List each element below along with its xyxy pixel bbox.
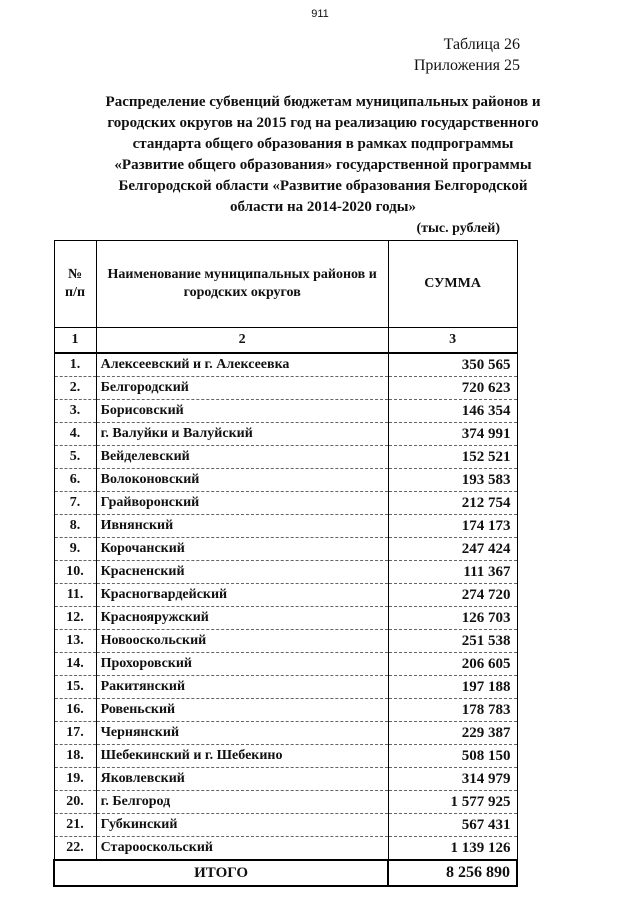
row-number: 3. (54, 400, 96, 423)
district-name: Волоконовский (96, 469, 388, 492)
row-number: 21. (54, 814, 96, 837)
district-name: Губкинский (96, 814, 388, 837)
units-label: (тыс. рублей) (416, 221, 500, 236)
row-number: 7. (54, 492, 96, 515)
table-row (54, 446, 517, 469)
row-number: 10. (54, 561, 96, 584)
table-row (54, 400, 517, 423)
amount: 251 538 (388, 630, 517, 653)
district-name: Ровеньский (96, 699, 388, 722)
amount: 1 577 925 (388, 791, 517, 814)
amount: 193 583 (388, 469, 517, 492)
table-row (54, 699, 517, 722)
amount: 1 139 126 (388, 837, 517, 861)
page-number: 911 (311, 8, 329, 20)
row-number: 2. (54, 377, 96, 400)
amount: 111 367 (388, 561, 517, 584)
amount: 206 605 (388, 653, 517, 676)
district-name: Алексеевский и г. Алексеевка (96, 353, 388, 377)
row-number: 22. (54, 837, 96, 861)
table-row (54, 353, 517, 377)
amount: 152 521 (388, 446, 517, 469)
table-body (54, 353, 517, 860)
amount: 508 150 (388, 745, 517, 768)
amount: 274 720 (388, 584, 517, 607)
total-row (54, 860, 517, 886)
district-name: Новооскольский (96, 630, 388, 653)
table-row (54, 515, 517, 538)
district-name: г. Белгород (96, 791, 388, 814)
row-number: 9. (54, 538, 96, 561)
row-number: 1. (54, 353, 96, 377)
district-name: Вейделевский (96, 446, 388, 469)
district-name: Прохоровский (96, 653, 388, 676)
table-row (54, 584, 517, 607)
district-name: Корочанский (96, 538, 388, 561)
table-row (54, 768, 517, 791)
subsidy-table (53, 240, 518, 887)
district-name: Красногвардейский (96, 584, 388, 607)
table-row (54, 676, 517, 699)
table-header-row (54, 241, 517, 328)
district-name: Красненский (96, 561, 388, 584)
amount: 229 387 (388, 722, 517, 745)
table-row (54, 653, 517, 676)
amount: 197 188 (388, 676, 517, 699)
row-number: 12. (54, 607, 96, 630)
row-number: 16. (54, 699, 96, 722)
title-line: стандарта общего образования в рамках подпрограммы (132, 136, 514, 152)
column-index: 1 (54, 328, 96, 354)
table-row (54, 607, 517, 630)
amount: 350 565 (388, 353, 517, 377)
row-number: 11. (54, 584, 96, 607)
column-index-row (54, 328, 517, 354)
table-row (54, 423, 517, 446)
amount: 178 783 (388, 699, 517, 722)
row-number: 18. (54, 745, 96, 768)
row-number: 6. (54, 469, 96, 492)
row-number: 15. (54, 676, 96, 699)
district-name: Яковлевский (96, 768, 388, 791)
district-name: Старооскольский (96, 837, 388, 861)
row-number: 5. (54, 446, 96, 469)
column-header-name: Наименование муниципальных районов и городских округов (96, 241, 388, 328)
column-index: 3 (388, 328, 517, 354)
district-name: Шебекинский и г. Шебекино (96, 745, 388, 768)
amount: 126 703 (388, 607, 517, 630)
amount: 314 979 (388, 768, 517, 791)
title-line: области на 2014-2020 годы» (230, 199, 416, 215)
table-row (54, 492, 517, 515)
title-line: «Развитие общего образования» государственной программы (114, 157, 532, 173)
district-name: Краснояружский (96, 607, 388, 630)
column-header-number: № п/п (54, 241, 96, 328)
row-number: 20. (54, 791, 96, 814)
row-number: 13. (54, 630, 96, 653)
district-name: Чернянский (96, 722, 388, 745)
table-row (54, 630, 517, 653)
table-label (414, 34, 520, 76)
title-line: Белгородской области «Развитие образования Белгородской (118, 178, 528, 194)
total-sum: 8 256 890 (388, 860, 517, 886)
row-number: 4. (54, 423, 96, 446)
amount: 146 354 (388, 400, 517, 423)
row-number: 8. (54, 515, 96, 538)
amount: 374 991 (388, 423, 517, 446)
table-row (54, 722, 517, 745)
amount: 247 424 (388, 538, 517, 561)
column-header-sum: СУММА (388, 241, 517, 328)
table-row (54, 538, 517, 561)
amount: 720 623 (388, 377, 517, 400)
row-number: 19. (54, 768, 96, 791)
district-name: Ракитянский (96, 676, 388, 699)
appendix-label: Приложения 25 (413, 57, 520, 74)
table-row (54, 791, 517, 814)
title-line: городских округов на 2015 год на реализацию государственного (107, 115, 539, 131)
row-number: 14. (54, 653, 96, 676)
district-name: г. Валуйки и Валуйский (96, 423, 388, 446)
amount: 567 431 (388, 814, 517, 837)
table-row (54, 469, 517, 492)
column-index: 2 (96, 328, 388, 354)
district-name: Ивнянский (96, 515, 388, 538)
district-name: Борисовский (96, 400, 388, 423)
district-name: Грайворонский (96, 492, 388, 515)
title-line: Распределение субвенций бюджетам муниципальных районов и (105, 94, 541, 110)
amount: 212 754 (388, 492, 517, 515)
total-label: ИТОГО (54, 860, 388, 886)
table-row (54, 814, 517, 837)
amount: 174 173 (388, 515, 517, 538)
table-row (54, 745, 517, 768)
table-row (54, 561, 517, 584)
table-row (54, 837, 517, 861)
district-name: Белгородский (96, 377, 388, 400)
table-number: Таблица 26 (443, 36, 520, 53)
row-number: 17. (54, 722, 96, 745)
table-row (54, 377, 517, 400)
document-title (58, 92, 588, 218)
